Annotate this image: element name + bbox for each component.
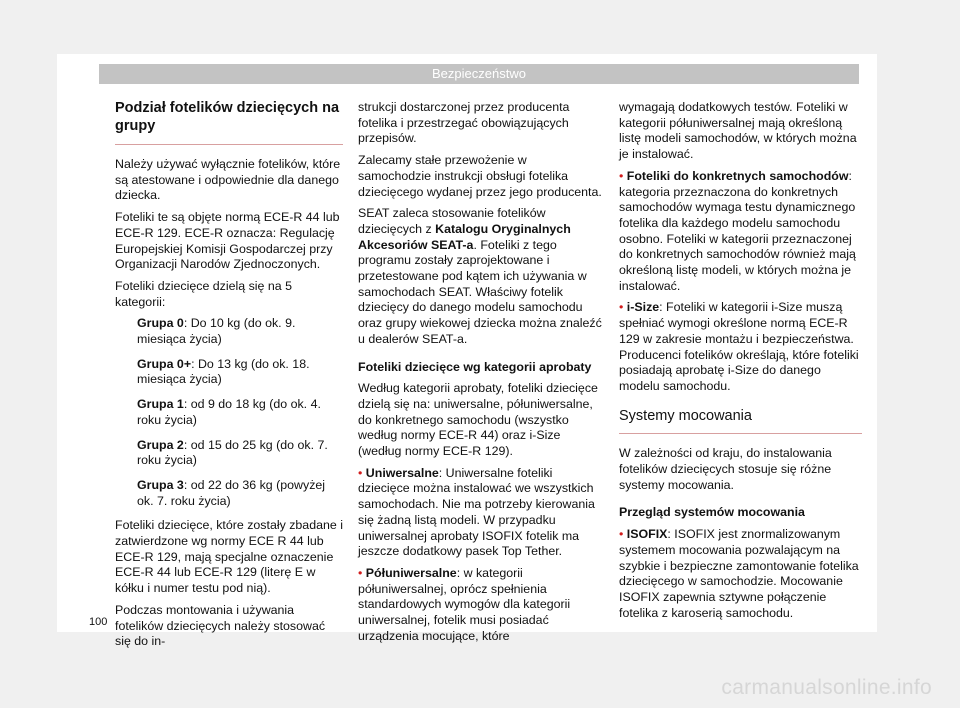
section-heading: Podział fotelików dziecięcych na grupy <box>115 100 343 145</box>
paragraph: W zależności od kraju, do instalowania fotelików dziecięcych stosuje się różne systemy mocowania. <box>619 446 832 492</box>
bullet-icon: • <box>619 168 624 183</box>
paragraph: Według kategorii aprobaty, foteliki dziecięce dzielą się na: uniwersalne, półuniwersalne, do konkretnego samochodu (wszystko według normy ECE-R 44) oraz i-Size (według normy ECE-R 129). <box>358 381 598 459</box>
paragraph: wymagają dodatkowych testów. Foteliki w kategorii półuniwersalnej mają określoną listę modeli samochodów, w których można je instalować. <box>619 100 857 162</box>
column-3 <box>619 100 862 627</box>
paragraph: Należy używać wyłącznie fotelików, które są atestowane i odpowiednie dla danego dziecka. <box>115 157 341 203</box>
paragraph: Foteliki dziecięce dzielą się na 5 kategorii: <box>115 278 293 309</box>
paragraph: SEAT zaleca stosowanie fotelików dziecięcych z Katalogu Oryginalnych Akcesoriów SEAT-a. Foteliki z tego programu zostały zaprojektowane i przetestowane pod kątem ich używania w samochodach SEAT. Właściwy fotelik dziecięcy do danego modelu samochodu oraz grupy wiekowej dziecka można znaleźć u dealerów SEAT-a. <box>358 206 602 346</box>
group-item: Grupa 0: Do 10 kg (do ok. 9. miesiąca życia) <box>137 316 296 347</box>
section-heading: Systemy mocowania <box>619 405 862 435</box>
group-item: Grupa 2: od 15 do 25 kg (do ok. 7. roku życia) <box>137 437 328 468</box>
paragraph: Zalecamy stałe przewożenie w samochodzie instrukcji obsługi fotelika dziecięcego wydanej przez jego producenta. <box>358 153 602 199</box>
page-number: 100 <box>89 616 108 628</box>
subheading: Foteliki dziecięce wg kategorii aprobaty <box>358 359 592 374</box>
section-header: Bezpieczeństwo <box>99 64 859 84</box>
group-item: Grupa 3: od 22 do 36 kg (powyżej ok. 7. roku życia) <box>137 477 326 508</box>
subheading: Przegląd systemów mocowania <box>619 505 805 520</box>
bullet-icon: • <box>358 465 363 480</box>
column-2 <box>358 100 602 651</box>
paragraph: Foteliki dziecięce, które zostały zbadane i zatwierdzone wg normy ECE R 44 lub ECE-R 129, mają specjalne oznaczenie ECE-R 44 lub ECE-R 129 (literę E w kółku i numer testu pod nią). <box>115 518 343 596</box>
group-item: Grupa 1: od 9 do 18 kg (do ok. 4. roku życia) <box>137 397 321 427</box>
bullet-icon: • <box>619 300 624 315</box>
watermark: carmanualsonline.info <box>721 676 932 699</box>
group-list <box>115 316 343 509</box>
bullet-item: • Półuniwersalne: w kategorii półuniwersalnej, oprócz spełnienia standardowych wymogów dla kategorii uniwersalnej, fotelik musi posiadać urządzenia mocujące, które <box>358 565 571 643</box>
group-item: Grupa 0+: Do 13 kg (do ok. 18. miesiąca życia) <box>137 356 310 387</box>
paragraph: Podczas montowania i używania fotelików dziecięcych należy stosować się do in- <box>115 602 326 649</box>
paragraph: strukcji dostarczonej przez producenta fotelika i przestrzegać obowiązujących przepisów. <box>358 100 570 146</box>
bullet-item: • ISOFIX: ISOFIX jest znormalizowanym systemem mocowania pozwalającym na szybkie i bezpieczne zamontowanie fotelika dziecięcego w samochodzie. Mocowanie ISOFIX zapewnia sztywne połączenie fotelika z karoserią samochodu. <box>619 527 859 620</box>
column-1 <box>115 100 343 656</box>
bullet-icon: • <box>358 565 363 580</box>
bullet-icon: • <box>619 527 624 542</box>
bullet-item: • Foteliki do konkretnych samochodów: kategoria przeznaczona do konkretnych samochodów wymaga testu dynamicznego fotelika dla każdego modelu samochodu osobno. Foteliki w kategorii przeznaczonej do konkretnych samochodów również mają określoną listę modeli, w których można je instalować. <box>619 168 856 293</box>
paragraph: Foteliki te są objęte normą ECE-R 44 lub ECE-R 129. ECE-R oznacza: Regulację Europejskiej Komisji Gospodarczej przy Organizacji Narodów Zjednoczonych. <box>115 210 340 272</box>
bullet-item: • i-Size: Foteliki w kategorii i-Size muszą spełniać wymogi określone normą ECE-R 129 w zakresie montażu i bezpieczeństwa. Producenci fotelików określają, które foteliki posiadają aprobatę i-Size do danego modelu samochodu. <box>619 300 859 393</box>
bullet-item: • Uniwersalne: Uniwersalne foteliki dziecięce można instalować we wszystkich samochodach. Nie ma potrzeby kierowania się żadną listą modeli. W przypadku uniwersalnej aprobaty ISOFIX fotelik ma jeszcze dodatkowy pasek Top Tether. <box>358 465 595 559</box>
